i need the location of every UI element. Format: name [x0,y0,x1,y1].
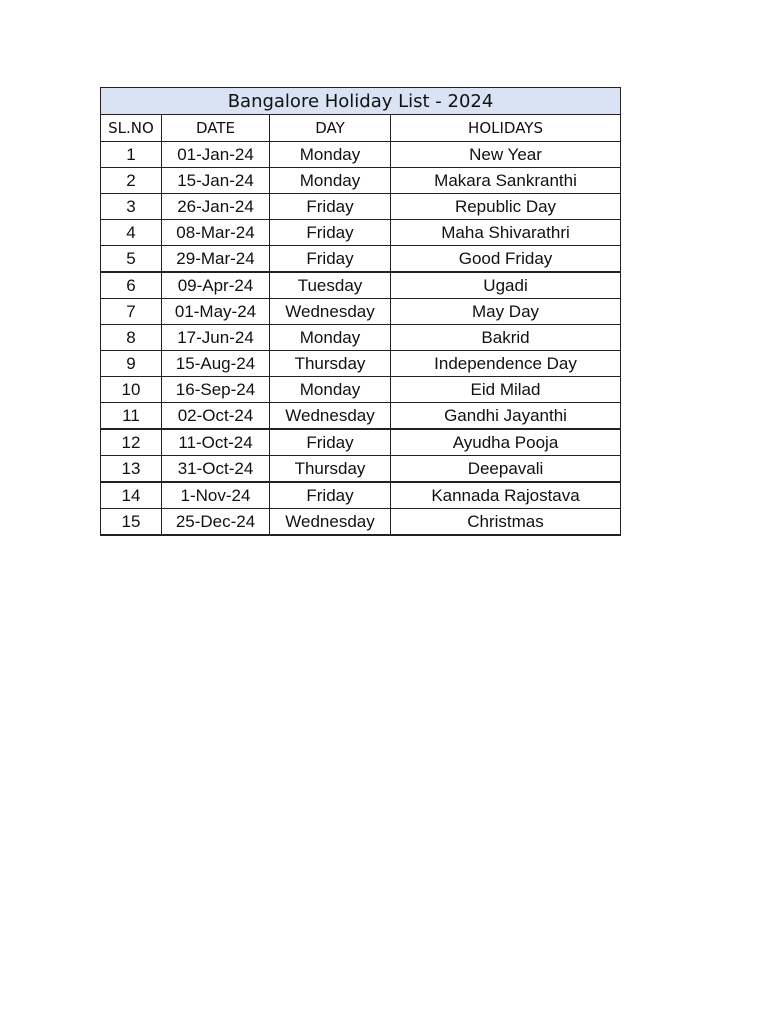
column-header-holidays: HOLIDAYS [391,115,621,142]
table-row [101,377,621,403]
table-row [101,456,621,483]
table-row [101,403,621,430]
table-row [101,482,621,509]
cell-day: Tuesday [270,272,391,299]
cell-day: Wednesday [270,403,391,430]
cell-date: 1-Nov-24 [162,482,270,509]
cell-holiday: Eid Milad [391,377,621,403]
cell-day: Thursday [270,456,391,483]
column-header-date: DATE [162,115,270,142]
cell-date: 17-Jun-24 [162,325,270,351]
header-row [101,115,621,142]
cell-date: 31-Oct-24 [162,456,270,483]
cell-holiday: Republic Day [391,194,621,220]
column-header-day: DAY [270,115,391,142]
cell-holiday: Kannada Rajostava [391,482,621,509]
cell-day: Friday [270,220,391,246]
cell-holiday: Bakrid [391,325,621,351]
cell-day: Friday [270,246,391,273]
cell-date: 08-Mar-24 [162,220,270,246]
cell-holiday: Ugadi [391,272,621,299]
cell-holiday: May Day [391,299,621,325]
cell-date: 11-Oct-24 [162,429,270,456]
cell-sl-no: 9 [101,351,162,377]
cell-day: Friday [270,482,391,509]
cell-holiday: Christmas [391,509,621,536]
cell-sl-no: 11 [101,403,162,430]
table-row [101,220,621,246]
cell-sl-no: 12 [101,429,162,456]
cell-sl-no: 6 [101,272,162,299]
table-title: Bangalore Holiday List - 2024 [101,88,621,115]
cell-day: Monday [270,325,391,351]
table-row [101,272,621,299]
cell-day: Monday [270,377,391,403]
cell-sl-no: 10 [101,377,162,403]
table-row [101,429,621,456]
cell-date: 15-Aug-24 [162,351,270,377]
cell-sl-no: 15 [101,509,162,536]
table-row [101,351,621,377]
cell-holiday: Makara Sankranthi [391,168,621,194]
cell-day: Friday [270,194,391,220]
cell-date: 01-Jan-24 [162,142,270,168]
cell-sl-no: 2 [101,168,162,194]
cell-sl-no: 4 [101,220,162,246]
cell-date: 26-Jan-24 [162,194,270,220]
title-row [101,88,621,115]
cell-sl-no: 8 [101,325,162,351]
cell-sl-no: 7 [101,299,162,325]
cell-sl-no: 1 [101,142,162,168]
table-row [101,142,621,168]
cell-holiday: Independence Day [391,351,621,377]
cell-date: 29-Mar-24 [162,246,270,273]
table-row [101,299,621,325]
cell-date: 15-Jan-24 [162,168,270,194]
table-row [101,325,621,351]
column-header-sl-no: SL.NO [101,115,162,142]
cell-sl-no: 5 [101,246,162,273]
cell-date: 02-Oct-24 [162,403,270,430]
cell-sl-no: 14 [101,482,162,509]
cell-date: 01-May-24 [162,299,270,325]
cell-holiday: Maha Shivarathri [391,220,621,246]
cell-holiday: Good Friday [391,246,621,273]
cell-day: Wednesday [270,299,391,325]
cell-day: Friday [270,429,391,456]
cell-day: Monday [270,142,391,168]
cell-day: Thursday [270,351,391,377]
cell-sl-no: 3 [101,194,162,220]
cell-date: 16-Sep-24 [162,377,270,403]
table-row [101,246,621,273]
holiday-table [100,87,621,536]
cell-holiday: New Year [391,142,621,168]
cell-holiday: Gandhi Jayanthi [391,403,621,430]
table-row [101,509,621,536]
cell-day: Monday [270,168,391,194]
cell-holiday: Deepavali [391,456,621,483]
cell-day: Wednesday [270,509,391,536]
cell-sl-no: 13 [101,456,162,483]
table-row [101,168,621,194]
table-row [101,194,621,220]
cell-date: 09-Apr-24 [162,272,270,299]
cell-date: 25-Dec-24 [162,509,270,536]
cell-holiday: Ayudha Pooja [391,429,621,456]
